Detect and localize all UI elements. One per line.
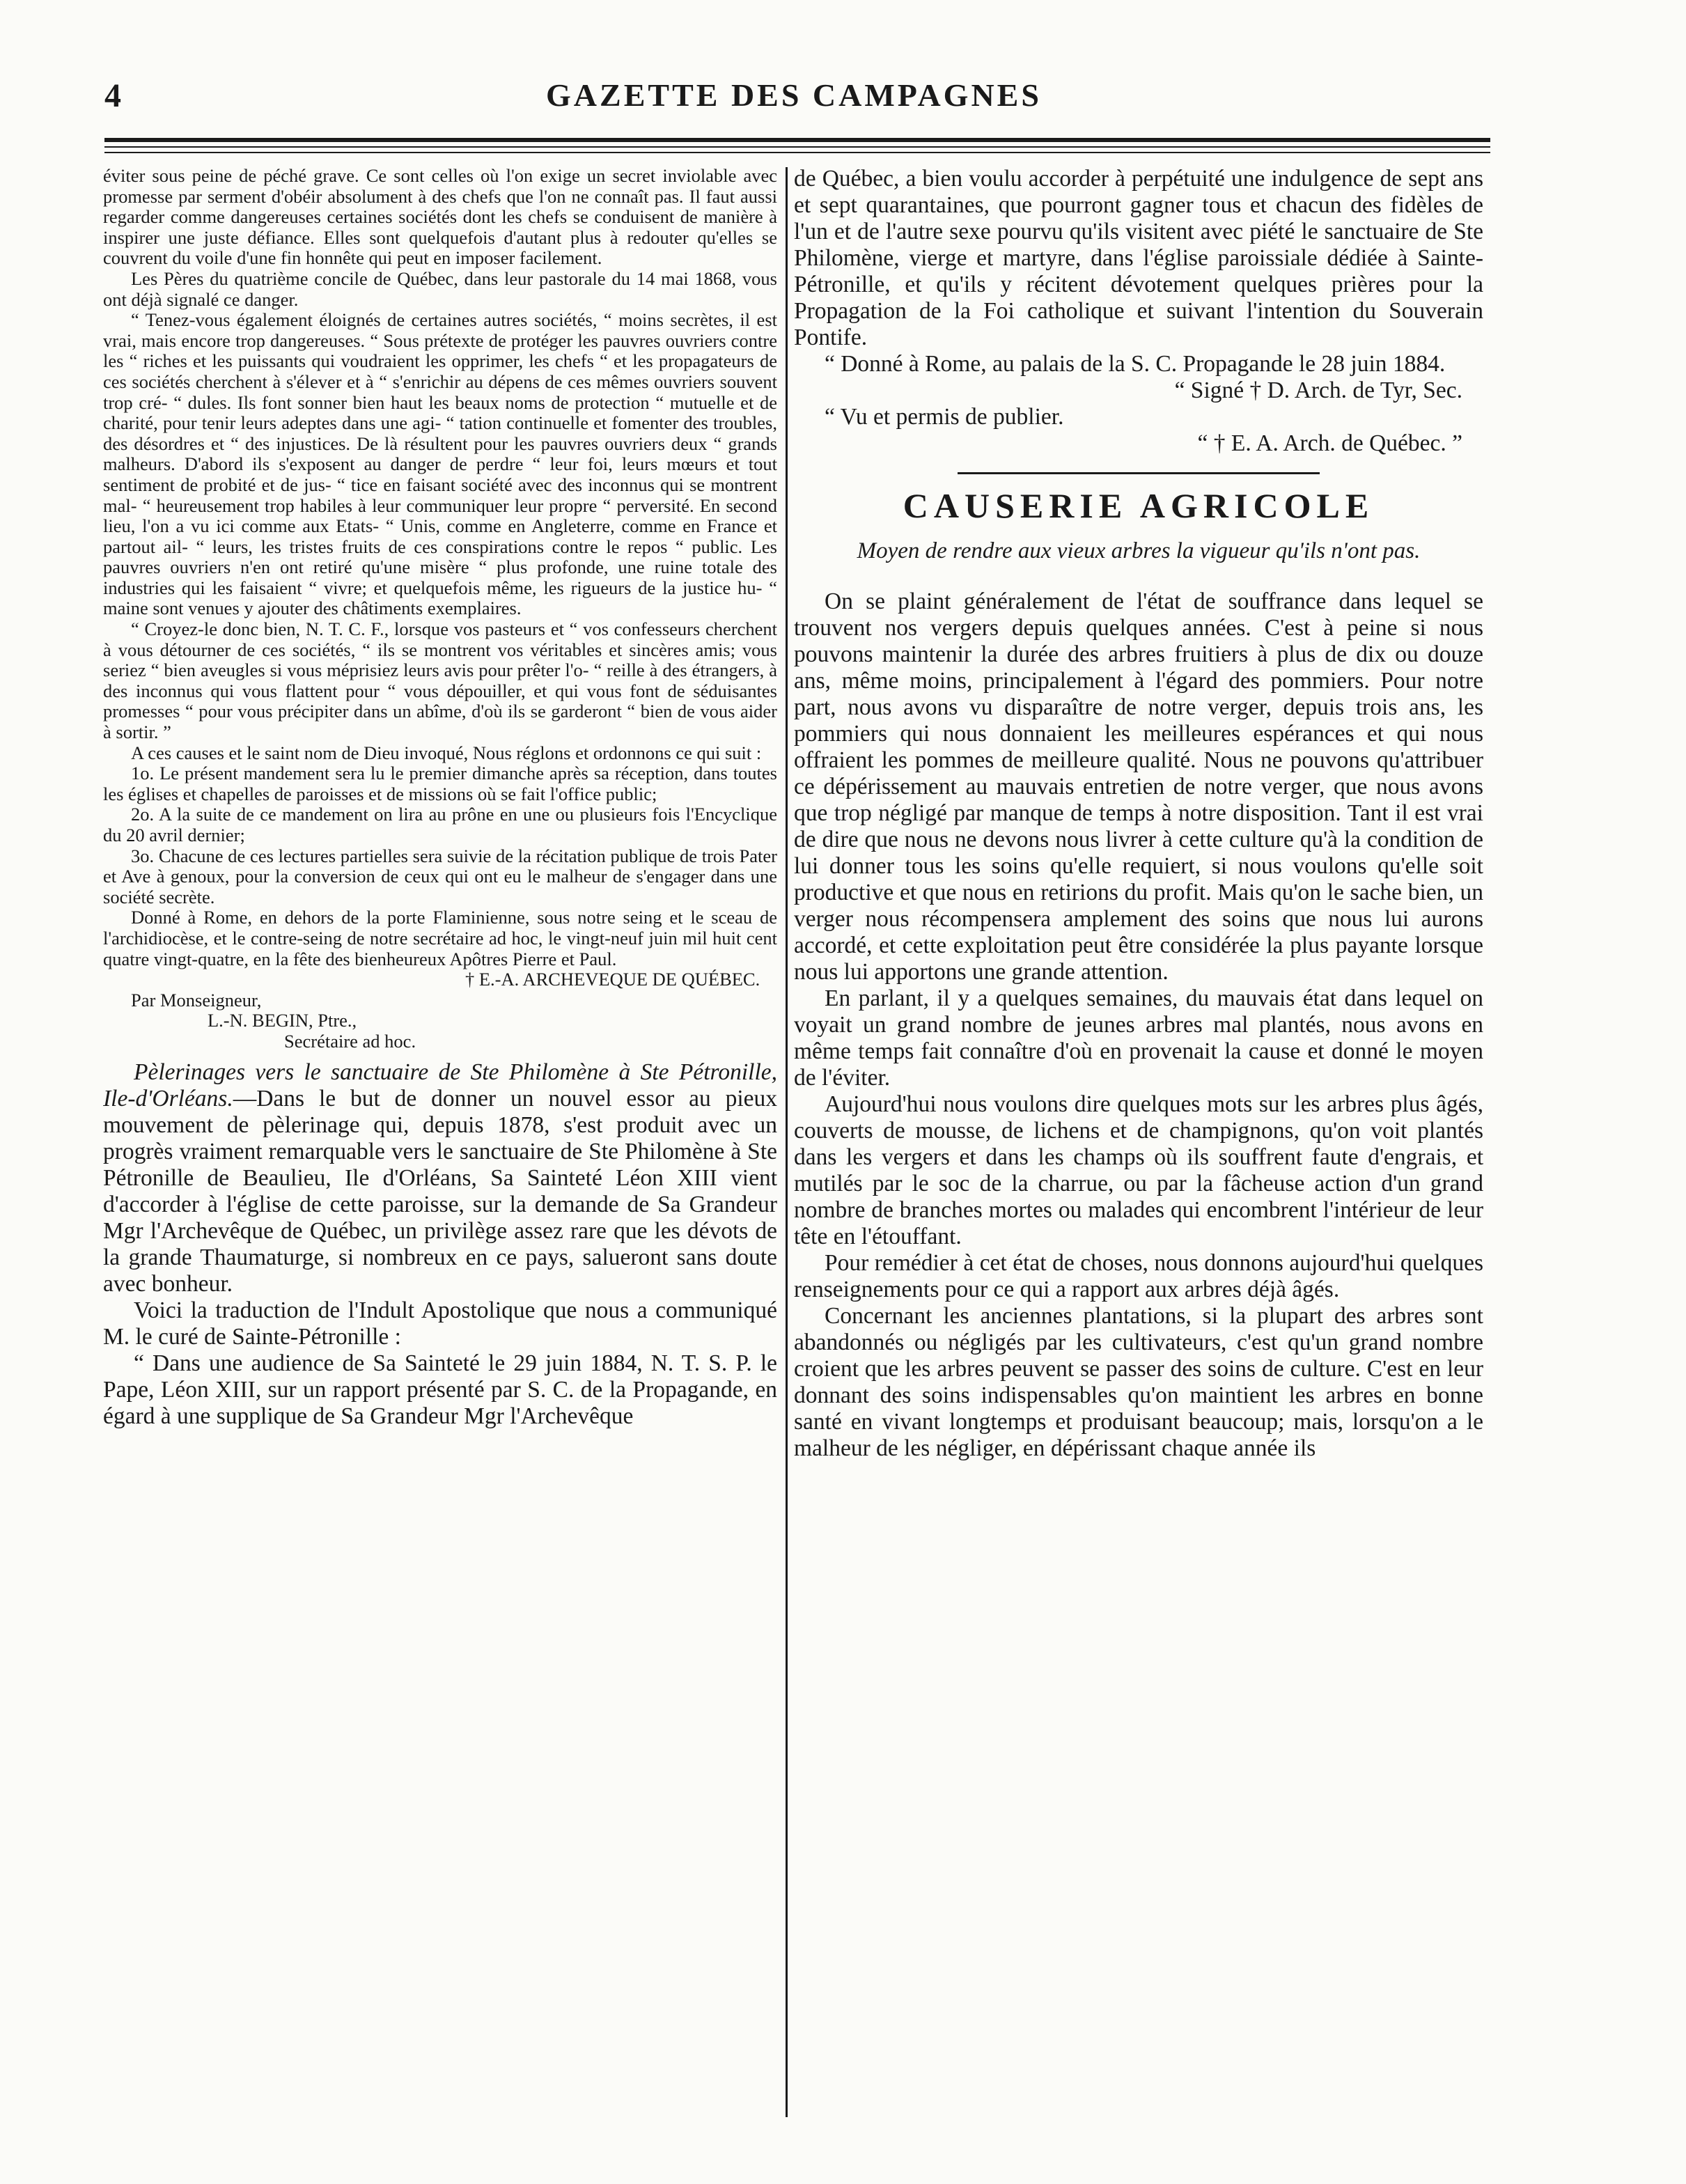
- quoted-paragraph: “ Tenez-vous également éloignés de certaines autres sociétés, “ moins secrètes, il est vrai, mais encore trop dangereuses. “ Sous prétexte de protéger les pauvres ouvriers contre les “ riches et les puissants qui voudraient les opprimer, les chefs “ et les propagateurs de ces sociétés cherchent à s'élever et à “ s'enrichir au dépens de ces mêmes ouvriers souvent trop cré- “ dules. Ils font sonner bien haut les beaux noms de protection “ mutuelle et de charité, pour tenir leurs adeptes dans une agi- “ tation continuelle et fomenter des troubles, des désordres et “ des injustices. De là résultent pour les pauvres ouvriers deux “ grands malheurs. D'abord ils s'exposent au danger de perdre “ leur foi, leurs mœurs et tout sentiment de probité et de jus- “ tice en faisant société avec des inconnus qui se montrent mal- “ heureusement trop habiles à leur communiquer leur propre “ perversité. En second lieu, l'on a vu ici comme aux Etats- “ Unis, comme en Angleterre, comme en France et partout ail- “ leurs, les tristes fruits de ces conspirations contre le repos “ public. Les pauvres ouvriers n'en ont retiré qu'une misère “ plus profonde, une ruine totale des industries qui les faisaient “ vivre; et quelquefois même, les rigueurs de la justice hu- “ maine sont venues y ajouter des châtiments exemplaires.: [103, 309, 777, 619]
- section-title: CAUSERIE AGRICOLE: [903, 486, 1375, 525]
- column-divider: [786, 167, 788, 2117]
- given-at-rome: “ Donné à Rome, au palais de la S. C. Propagande le 28 juin 1884.: [825, 351, 1446, 377]
- archbishop-signature: † E.-A. ARCHEVEQUE DE QUÉBEC.: [465, 969, 760, 990]
- permis-line: “ Vu et permis de publier.: [825, 404, 1064, 430]
- page-number: 4: [104, 77, 121, 114]
- section-subtitle: Moyen de rendre aux vieux arbres la vigueur qu'ils n'ont pas.: [857, 538, 1421, 563]
- header-rule-thick: [104, 138, 1490, 142]
- pilgrimage-article: [103, 1059, 777, 1430]
- header-rule-thin: [104, 146, 1490, 148]
- page-header: [97, 77, 1490, 118]
- par-monseigneur: Par Monseigneur,: [131, 989, 262, 1011]
- ordinance-item: 1o. Le présent mandement sera lu le premier dimanche après sa réception, dans toutes les églises et chapelles de paroisses et de missions où se fait l'office public;: [103, 763, 777, 804]
- section-rule: [958, 472, 1320, 474]
- paragraph: A ces causes et le saint nom de Dieu invoqué, Nous réglons et ordonnons ce qui suit :: [131, 742, 762, 763]
- paragraph: éviter sous peine de péché grave. Ce sont celles où l'on exige un secret inviolable avec promesse par serment d'obéir absolument à des chefs que l'on ne connaît pas. Il faut aussi regarder comme dangereuses certaines sociétés dont les chefs se conduisent de manière à inspirer une juste défiance. Elles sont quelquefois d'autant plus à redouter qu'elles se couvrent du voile d'une fin honnête qui peut en imposer facilement.: [103, 166, 777, 269]
- archbishop-quebec-line: “ † E. A. Arch. de Québec. ”: [1197, 430, 1462, 456]
- masthead: GAZETTE DES CAMPAGNES: [546, 77, 1042, 113]
- indult-start: “ Dans une audience de Sa Sainteté le 29 juin 1884, N. T. S. P. le Pape, Léon XIII, sur un rapport présenté par S. C. de la Propagande, en égard à une supplique de Sa Grandeur Mgr l'Archevêque: [103, 1350, 777, 1429]
- mandement-text: [103, 166, 777, 1052]
- pilgrimage-title: Pèlerinages vers le sanctuaire de Ste Philomène à Ste Pétronille, Ile-d'Orléans.: [103, 1059, 777, 1112]
- paragraph: Concernant les anciennes plantations, si la plupart des arbres sont abandonnés ou négligés par les cultivateurs, c'est qu'un grand nombre croient que les arbres peuvent se passer des soins de culture. C'est en leur donnant des soins indispensables qu'on maintient les arbres en bonne santé en vivant longtemps et produisant beaucoup; mais, lorsqu'on a le malheur de les négliger, en dépérissant chaque année ils: [794, 1303, 1483, 1461]
- paragraph: Pour remédier à cet état de choses, nous donnons aujourd'hui quelques renseignements pour ce qui a rapport aux arbres déjà âgés.: [794, 1250, 1483, 1302]
- signed-line: “ Signé † D. Arch. de Tyr, Sec.: [1174, 377, 1462, 403]
- header-rule-thin-2: [104, 152, 1490, 153]
- translation-intro: Voici la traduction de l'Indult Apostolique que nous a communiqué M. le curé de Sainte-Pétronille :: [103, 1297, 777, 1350]
- paragraph: Donné à Rome, en dehors de la porte Flaminienne, sous notre seing et le sceau de l'archidiocèse, et le contre-seing de notre secrétaire ad hoc, le vingt-neuf juin mil huit cent quatre vingt-quatre, en la fête des bienheureux Apôtres Pierre et Paul.: [103, 907, 777, 969]
- ordinance-item: 3o. Chacune de ces lectures partielles sera suivie de la récitation publique de trois Pater et Ave à genoux, pour la conversion de ceux qui ont eu le malheur de s'engager dans une société secrète.: [103, 845, 777, 907]
- quoted-paragraph: “ Croyez-le donc bien, N. T. C. F., lorsque vos pasteurs et “ vos confesseurs cherchent à vous détourner de ces sociétés, “ ils se montrent vos véritables et sincères amis; vous seriez “ bien aveugles si vous méprisiez leurs avis pour prêter l'o- “ reille à des étrangers, à des inconnus qui vous flattent pour “ vous dépouiller, et qui vous font de séduisantes promesses “ pour vous précipiter dans un abîme, d'où ils se garderont “ bien de vous aider à sortir. ”: [103, 618, 777, 743]
- paragraph: Les Pères du quatrième concile de Québec, dans leur pastorale du 14 mai 1868, vous ont déjà signalé ce danger.: [103, 267, 777, 310]
- paragraph: On se plaint généralement de l'état de souffrance dans lequel se trouvent nos vergers depuis quelques années. C'est à peine si nous pouvons maintenir la durée des arbres fruitiers à plus de dix ou douze ans, même moins, principalement à l'égard des pommiers. Pour notre part, nous avons vu disparaître de notre verger, depuis trois ans, les pommiers qui nous donnaient les meilleures espérances et qui nous offraient les pommes de meilleure qualité. Nous ne pouvons qu'attribuer ce dépérissement au mauvais entretien de notre verger, que nous avons que trop négligé par manque de temps à notre disposition. Tant il est vrai de dire que nous ne devons nous livrer à cette culture qu'à la condition de lui donner tous les soins qu'elle requiert, si nous voulons qu'elle soit productive et que nous en retirions du profit. Mais qu'on le sache bien, un verger nous récompensera amplement des soins que nous lui aurons accordé, et cette exploitation peut être considérée la plus payante lorsque nous lui apportons une grande attention.: [794, 588, 1483, 985]
- indult-continued-block: [794, 166, 1483, 457]
- left-column: [103, 166, 777, 2116]
- indult-continued: de Québec, a bien voulu accorder à perpétuité une indulgence de sept ans et sept quarantaines, que pourront gagner tous et chacun des fidèles de l'un et de l'autre sexe pourvu qu'ils visitent avec piété le sanctuaire de Ste Philomène, vierge et martyre, dans l'église paroissiale dédiée à Sainte-Pétronille, et qu'ils y récitent dévotement quelques prières pour la Propagation de la Foi catholique et suivant l'intention du Souverain Pontife.: [794, 166, 1483, 350]
- ordinance-item: 2o. A la suite de ce mandement on lira au prône en une ou plusieurs fois l'Encyclique du 20 avril dernier;: [103, 804, 777, 845]
- pilgrimage-text: —Dans le but de donner un nouvel essor au pieux mouvement de pèlerinage qui, depuis 1878, s'est produit avec un progrès vraiment remarquable vers le sanctuaire de Ste Philomène à Ste Pétronille de Beaulieu, Ile d'Orléans, Sa Sainteté Léon XIII vient d'accorder à l'église de cette paroisse, sur la demande de Sa Grandeur Mgr l'Archevêque de Québec, un privilège assez rare que les dévots de la grande Thaumaturge, si nombreux en ce pays, salueront sans doute avec bonheur.: [103, 1085, 777, 1297]
- paragraph: En parlant, il y a quelques semaines, du mauvais état dans lequel on voyait un grand nombre de jeunes arbres mal plantés, nous avons en même temps fait connaître d'où en provenait la cause et donné le moyen de l'éviter.: [794, 985, 1483, 1091]
- secretary-title: Secrétaire ad hoc.: [284, 1030, 416, 1052]
- paragraph: Aujourd'hui nous voulons dire quelques mots sur les arbres plus âgés, couverts de mousse, de lichens et de champignons, qu'on voit plantés dans les vergers et dans les champs où ils souffrent faute d'engrais, et mutilés par le soc de la charrue, ou par la fâcheuse action d'un grand nombre de branches mortes ou malades qui encombrent l'intérieur de leur tête en l'étouffant.: [794, 1091, 1483, 1249]
- secretary-name: L.-N. BEGIN, Ptre.,: [208, 1010, 357, 1031]
- causerie-text: [794, 588, 1483, 1462]
- right-column: [794, 166, 1483, 2116]
